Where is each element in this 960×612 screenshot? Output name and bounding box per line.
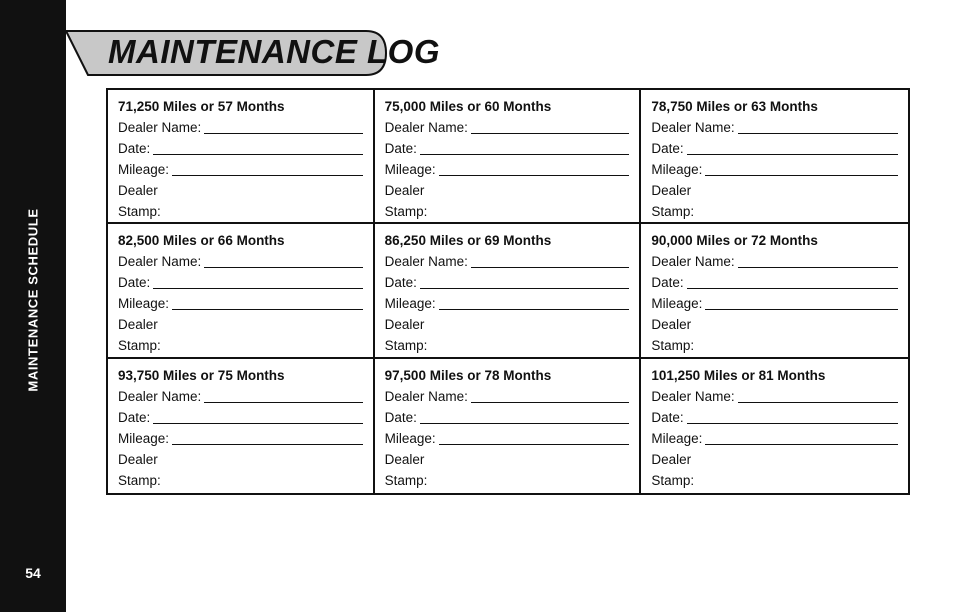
date-line [687,288,898,289]
log-entry [375,90,642,224]
date-label: Date: [651,141,684,156]
date-line [420,423,629,424]
log-entry [375,359,642,493]
dealer-name-field [651,251,898,272]
mileage-field [651,293,898,314]
dealer-name-label: Dealer Name: [384,388,468,404]
date-line [687,154,898,155]
mileage-line [439,444,630,445]
dealer-name-field [118,386,363,407]
log-entry [641,224,908,358]
mileage-field [385,428,630,449]
dealer-name-line [471,133,629,134]
date-field [118,407,363,428]
mileage-line [705,175,898,176]
mileage-label: Mileage: [118,296,170,312]
mileage-field [118,159,363,180]
dealer-name-field [118,251,363,272]
dealer-name-field [651,117,898,138]
stamp-label: Stamp: [118,338,161,354]
dealer-name-field [385,386,630,407]
mileage-line [705,444,898,445]
dealer-name-line [471,402,629,403]
dealer-name-line [204,402,362,403]
mileage-line [439,309,630,310]
mileage-label: Mileage: [118,430,170,446]
date-field [385,407,630,428]
dealer-label: Dealer [118,317,158,333]
mileage-field [118,293,363,314]
mileage-label: Mileage: [651,430,703,446]
date-line [153,288,362,289]
mileage-field [651,428,898,449]
dealer-label: Dealer [118,451,158,467]
dealer-name-field [651,386,898,407]
dealer-name-line [471,267,629,268]
stamp-label: Stamp: [384,204,428,219]
stamp-label: Stamp: [651,204,695,219]
dealer-name-line [738,402,898,403]
mileage-line [172,175,363,176]
date-label: Date: [651,409,684,425]
dealer-name-field [385,117,630,138]
mileage-field [385,293,630,314]
date-field [651,138,898,159]
mileage-field [651,159,898,180]
page-title: MAINTENANCE LOG [108,33,440,70]
date-field [118,272,363,293]
stamp-label: Stamp: [651,472,695,488]
stamp-label: Stamp: [384,472,428,488]
stamp-label: Stamp: [384,338,428,354]
dealer-name-label: Dealer Name: [384,120,468,135]
dealer-name-line [204,267,362,268]
dealer-label: Dealer [118,183,158,198]
stamp-label: Stamp: [118,204,161,219]
date-label: Date: [384,409,417,425]
log-entry [108,224,375,358]
stamp-label: Stamp: [118,472,161,488]
entry-heading: 90,000 Miles or 72 Months [651,233,818,249]
entry-heading: 86,250 Miles or 69 Months [384,233,552,249]
mileage-label: Mileage: [384,430,436,446]
mileage-label: Mileage: [651,296,703,312]
dealer-name-line [204,133,362,134]
dealer-label: Dealer [651,451,692,467]
date-label: Date: [651,275,684,291]
date-line [420,288,629,289]
section-title: MAINTENANCE SCHEDULE [25,208,41,392]
date-field [651,407,898,428]
date-label: Date: [118,141,151,156]
page-number: 54 [25,565,41,581]
dealer-name-label: Dealer Name: [118,254,202,270]
dealer-name-field [385,251,630,272]
entry-heading: 78,750 Miles or 63 Months [651,99,818,114]
dealer-name-line [738,267,898,268]
dealer-label: Dealer [384,183,425,198]
mileage-label: Mileage: [651,162,703,177]
date-field [385,272,630,293]
dealer-name-label: Dealer Name: [651,388,735,404]
mileage-line [172,309,363,310]
mileage-label: Mileage: [384,296,436,312]
log-entry [641,359,908,493]
date-field [651,272,898,293]
mileage-field [118,428,363,449]
entry-heading: 71,250 Miles or 57 Months [118,99,285,114]
date-field [118,138,363,159]
mileage-field [385,159,630,180]
log-entry [108,359,375,493]
date-label: Date: [384,141,417,156]
mileage-line [172,444,363,445]
entry-heading: 101,250 Miles or 81 Months [651,367,826,383]
mileage-line [705,309,898,310]
date-field [385,138,630,159]
entry-heading: 97,500 Miles or 78 Months [384,367,552,383]
date-label: Date: [118,409,151,425]
mileage-label: Mileage: [118,162,170,177]
title-banner [66,28,440,78]
entry-heading: 93,750 Miles or 75 Months [118,367,285,383]
date-line [420,154,629,155]
date-line [153,423,362,424]
dealer-name-label: Dealer Name: [118,120,202,135]
date-label: Date: [118,275,151,291]
dealer-name-field [118,117,363,138]
log-entry [108,90,375,224]
dealer-name-line [738,133,898,134]
maintenance-log-table [106,88,910,495]
date-line [153,154,362,155]
date-line [687,423,898,424]
dealer-name-label: Dealer Name: [118,388,202,404]
dealer-label: Dealer [651,183,692,198]
dealer-name-label: Dealer Name: [384,254,468,270]
mileage-line [439,175,630,176]
log-entry [641,90,908,224]
dealer-name-label: Dealer Name: [651,254,735,270]
dealer-label: Dealer [651,317,692,333]
dealer-label: Dealer [384,317,425,333]
dealer-name-label: Dealer Name: [651,120,735,135]
stamp-label: Stamp: [651,338,695,354]
mileage-label: Mileage: [384,162,436,177]
entry-heading: 75,000 Miles or 60 Months [384,99,552,114]
entry-heading: 82,500 Miles or 66 Months [118,233,285,249]
log-entry [375,224,642,358]
date-label: Date: [384,275,417,291]
sidebar [0,0,66,612]
dealer-label: Dealer [384,451,425,467]
